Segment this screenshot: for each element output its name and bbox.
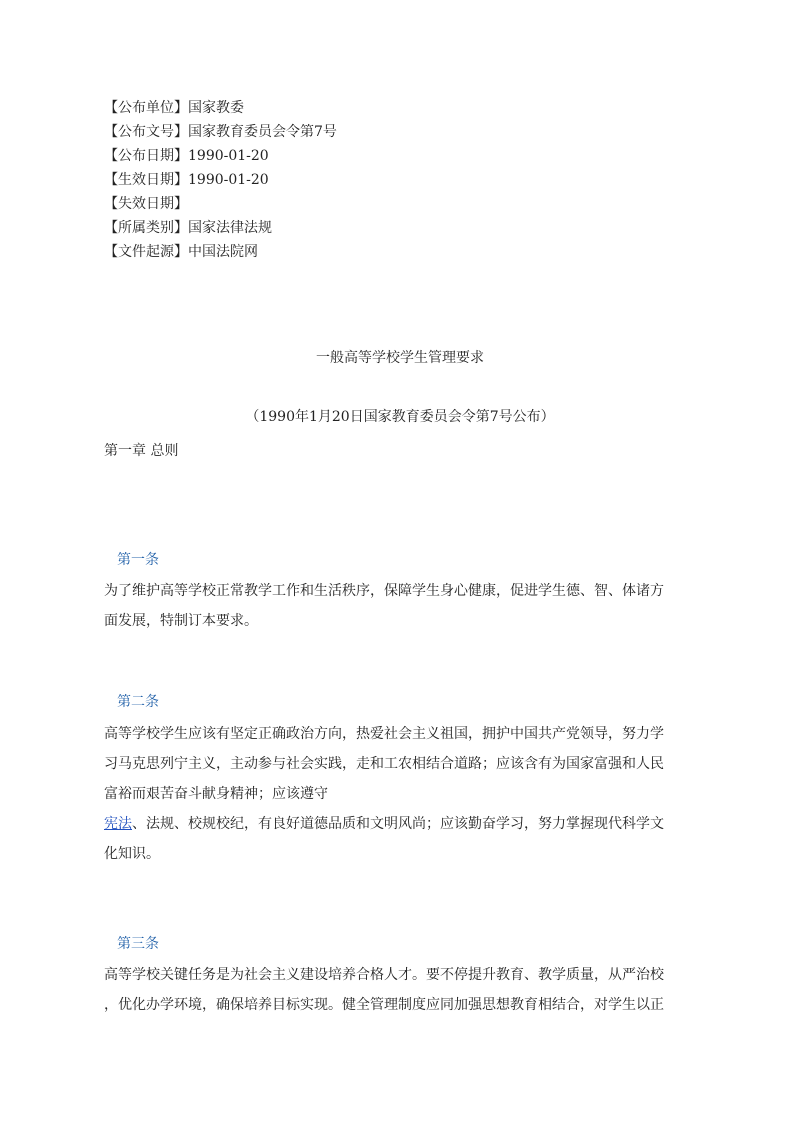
text-line: 富裕而艰苦奋斗献身精神；应该遵守 <box>104 786 328 802</box>
document-subtitle: （1990年1月20日国家教育委员会令第7号公布） <box>245 409 555 425</box>
meta-row-category <box>104 216 337 240</box>
text-line: 习马克思列宁主义，主动参与社会实践，走和工农相结合道路；应该含有为国家富强和人民 <box>104 756 664 772</box>
meta-label: 【生效日期】 <box>104 172 188 188</box>
text-line-with-link <box>104 809 704 839</box>
text-line: 高等学校关键任务是为社会主义建设培养合格人才。要不停提升教育、教学质量，从严治校 <box>104 967 664 983</box>
chapter-heading: 第一章 总则 <box>104 443 179 459</box>
meta-label: 【公布日期】 <box>104 148 188 164</box>
text-line: 高等学校学生应该有坚定正确政治方向，热爱社会主义祖国，拥护中国共产党领导，努力学 <box>104 726 664 742</box>
article-2-heading: 第二条 <box>117 694 159 710</box>
meta-value: 中国法院网 <box>188 244 258 260</box>
article-3-heading: 第三条 <box>117 936 159 952</box>
meta-value: 国家教育委员会令第7号 <box>188 124 337 140</box>
text-line: 面发展，特制订本要求。 <box>104 613 258 629</box>
meta-row-publish-date <box>104 144 337 168</box>
metadata-block <box>104 96 337 264</box>
document-title: 一般高等学校学生管理要求 <box>316 350 484 366</box>
constitution-link[interactable]: 宪法 <box>104 816 132 832</box>
meta-value: 1990-01-20 <box>188 148 269 164</box>
article-2-body <box>104 719 704 869</box>
article-3-body <box>104 960 704 1020</box>
meta-value: 国家教委 <box>188 100 244 116</box>
text-line: ，优化办学环境，确保培养目标实现。健全管理制度应同加强思想教育相结合，对学生以正 <box>104 997 664 1013</box>
meta-row-effective-date <box>104 168 337 192</box>
text-line: 化知识。 <box>104 846 160 862</box>
meta-row-issuer <box>104 96 337 120</box>
meta-label: 【所属类别】 <box>104 220 188 236</box>
text-after-link: 、法规、校规校纪，有良好道德品质和文明风尚；应该勤奋学习，努力掌握现代科学文 <box>132 816 664 832</box>
meta-label: 【文件起源】 <box>104 244 188 260</box>
meta-value: 国家法律法规 <box>188 220 272 236</box>
article-1-heading: 第一条 <box>117 552 159 568</box>
meta-label: 【失效日期】 <box>104 196 188 212</box>
article-1-body <box>104 576 704 636</box>
meta-row-doc-number <box>104 120 337 144</box>
meta-label: 【公布文号】 <box>104 124 188 140</box>
meta-row-expiry-date <box>104 192 337 216</box>
meta-label: 【公布单位】 <box>104 100 188 116</box>
text-line: 为了维护高等学校正常教学工作和生活秩序，保障学生身心健康，促进学生德、智、体诸方 <box>104 583 664 599</box>
meta-row-source <box>104 240 337 264</box>
meta-value: 1990-01-20 <box>188 172 269 188</box>
